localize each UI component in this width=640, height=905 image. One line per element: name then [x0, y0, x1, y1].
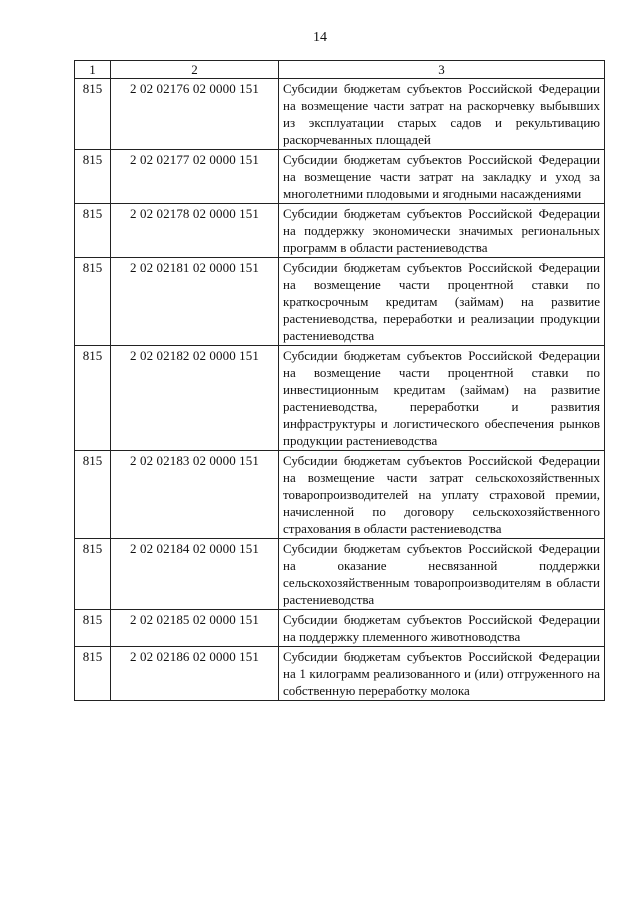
budget-code-cell: 2 02 02183 02 0000 151: [111, 451, 279, 539]
description-cell: Субсидии бюджетам субъектов Российской Федерации на поддержку племенного животноводства: [279, 610, 605, 647]
table-row: [75, 150, 605, 204]
admin-code-cell: 815: [75, 647, 111, 701]
admin-code-cell: 815: [75, 79, 111, 150]
budget-code-cell: 2 02 02184 02 0000 151: [111, 539, 279, 610]
admin-code-cell: 815: [75, 150, 111, 204]
table-row: [75, 346, 605, 451]
table-row: [75, 204, 605, 258]
table-row: [75, 79, 605, 150]
admin-code-cell: 815: [75, 204, 111, 258]
description-cell: Субсидии бюджетам субъектов Российской Федерации на возмещение части затрат сельскохозяйственных товаропроизводителей на уплату страховой премии, начисленной по договору сельскохозяйственного страхования в области растениеводства: [279, 451, 605, 539]
admin-code-cell: 815: [75, 346, 111, 451]
budget-code-cell: 2 02 02181 02 0000 151: [111, 258, 279, 346]
budget-code-cell: 2 02 02176 02 0000 151: [111, 79, 279, 150]
admin-code-cell: 815: [75, 258, 111, 346]
description-cell: Субсидии бюджетам субъектов Российской Федерации на возмещение части процентной ставки по инвестиционным кредитам (займам) на развитие растениеводства, переработки и развития инфраструктуры и логистического обеспечения рынков продукции растениеводства: [279, 346, 605, 451]
description-cell: Субсидии бюджетам субъектов Российской Федерации на 1 килограмм реализованного и (или) отгруженного на собственную переработку молока: [279, 647, 605, 701]
budget-code-cell: 2 02 02185 02 0000 151: [111, 610, 279, 647]
table-row: [75, 258, 605, 346]
table-header-row: [75, 61, 605, 79]
description-cell: Субсидии бюджетам субъектов Российской Федерации на поддержку экономически значимых региональных программ в области растениеводства: [279, 204, 605, 258]
table-row: [75, 539, 605, 610]
table-row: [75, 647, 605, 701]
description-cell: Субсидии бюджетам субъектов Российской Федерации на возмещение части процентной ставки по краткосрочным кредитам (займам) на развитие растениеводства, переработки и реализации продукции растениеводства: [279, 258, 605, 346]
column-header-1: 1: [75, 61, 111, 79]
budget-code-table: [74, 60, 605, 701]
description-cell: Субсидии бюджетам субъектов Российской Федерации на оказание несвязанной поддержки сельскохозяйственным товаропроизводителям в области растениеводства: [279, 539, 605, 610]
admin-code-cell: 815: [75, 451, 111, 539]
budget-code-cell: 2 02 02177 02 0000 151: [111, 150, 279, 204]
admin-code-cell: 815: [75, 539, 111, 610]
description-cell: Субсидии бюджетам субъектов Российской Федерации на возмещение части затрат на раскорчевку выбывших из эксплуатации старых садов и рекультивацию раскорчеванных площадей: [279, 79, 605, 150]
budget-code-cell: 2 02 02182 02 0000 151: [111, 346, 279, 451]
admin-code-cell: 815: [75, 610, 111, 647]
column-header-2: 2: [111, 61, 279, 79]
table-row: [75, 610, 605, 647]
budget-code-cell: 2 02 02178 02 0000 151: [111, 204, 279, 258]
description-cell: Субсидии бюджетам субъектов Российской Федерации на возмещение части затрат на закладку и уход за многолетними плодовыми и ягодными насаждениями: [279, 150, 605, 204]
column-header-3: 3: [279, 61, 605, 79]
budget-code-cell: 2 02 02186 02 0000 151: [111, 647, 279, 701]
page-number: 14: [313, 30, 327, 45]
table-row: [75, 451, 605, 539]
